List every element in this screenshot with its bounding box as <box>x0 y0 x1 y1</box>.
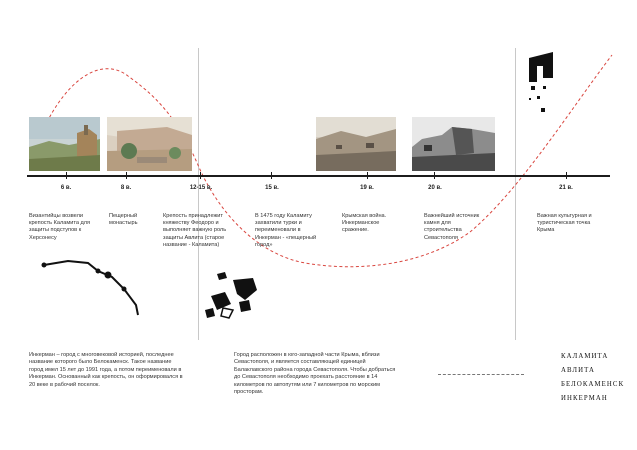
century-label: 15 в. <box>265 185 279 191</box>
century-label: 12-15 в. <box>189 185 213 191</box>
photo-calamita-landscape <box>29 117 100 171</box>
name-item: КАЛАМИТА <box>561 353 609 360</box>
timeline-axis <box>27 175 610 177</box>
tick-15c <box>271 172 272 179</box>
event-text: В 1475 году Каламиту захватили турки и переименовали в Инкерман - «пещерный город» <box>255 213 317 248</box>
century-label: 21 в. <box>559 185 573 191</box>
photo-stone-quarry <box>412 117 495 171</box>
century-label: 19 в. <box>360 185 374 191</box>
historical-names <box>561 350 637 406</box>
event-text: Византийцы возвели крепость Каламита для защиты подступов к Херсонесу <box>29 213 91 241</box>
name-item: АВЛИТА <box>561 367 596 374</box>
names-divider <box>438 374 524 375</box>
photo-inkerman-battle <box>316 117 396 171</box>
event-text: Крепость принадлежит княжеству Феодоро и выполняет важную роль защиты Авлита (старое название - Каламита) <box>163 213 227 248</box>
name-item: ИНКЕРМАН <box>561 395 608 402</box>
location-paragraph: Город расположен в юго-западной части Крыма, вблизи Севастополя, и является составляющей единицей Балаклавского района города Севастополя. Чтобы добраться до Севастополя необходимо проехать расстояние в 14 километров по автопутям или 7 километров по морским просторам. <box>234 352 396 396</box>
tick-8c <box>126 172 127 179</box>
site-plan-modern <box>523 52 559 124</box>
tick-6c <box>66 172 67 179</box>
tick-19c <box>367 172 368 179</box>
name-item: БЕЛОКАМЕНСК <box>561 381 625 388</box>
event-text: Важнейший источник камня для строительства Севастополя <box>424 213 480 241</box>
century-label: 8 в. <box>120 185 132 191</box>
event-text: Важная культурная и туристическая точка Крыма <box>537 213 592 234</box>
century-label: 6 в. <box>60 185 72 191</box>
event-text: Пещерный монастырь <box>109 213 138 227</box>
photo-cave-monastery <box>107 117 192 171</box>
history-paragraph: Инкерман – город с многовековой историей, последнее название которого было Белокаменск. Такое название город имел 15 лет до 1991 года, а потом переименовали в Инкерман. Основанный как крепость, он оформировался в 20 веке в рабочий поселок. <box>29 352 183 388</box>
event-text: Крымская война. Инкерманское сражение. <box>342 213 387 234</box>
ruins-plan <box>203 270 263 320</box>
tick-21c <box>566 172 567 179</box>
tick-12-15c <box>200 172 201 179</box>
tick-20c <box>434 172 435 179</box>
century-label: 20 в. <box>428 185 442 191</box>
fortress-wall-plan <box>40 255 145 320</box>
